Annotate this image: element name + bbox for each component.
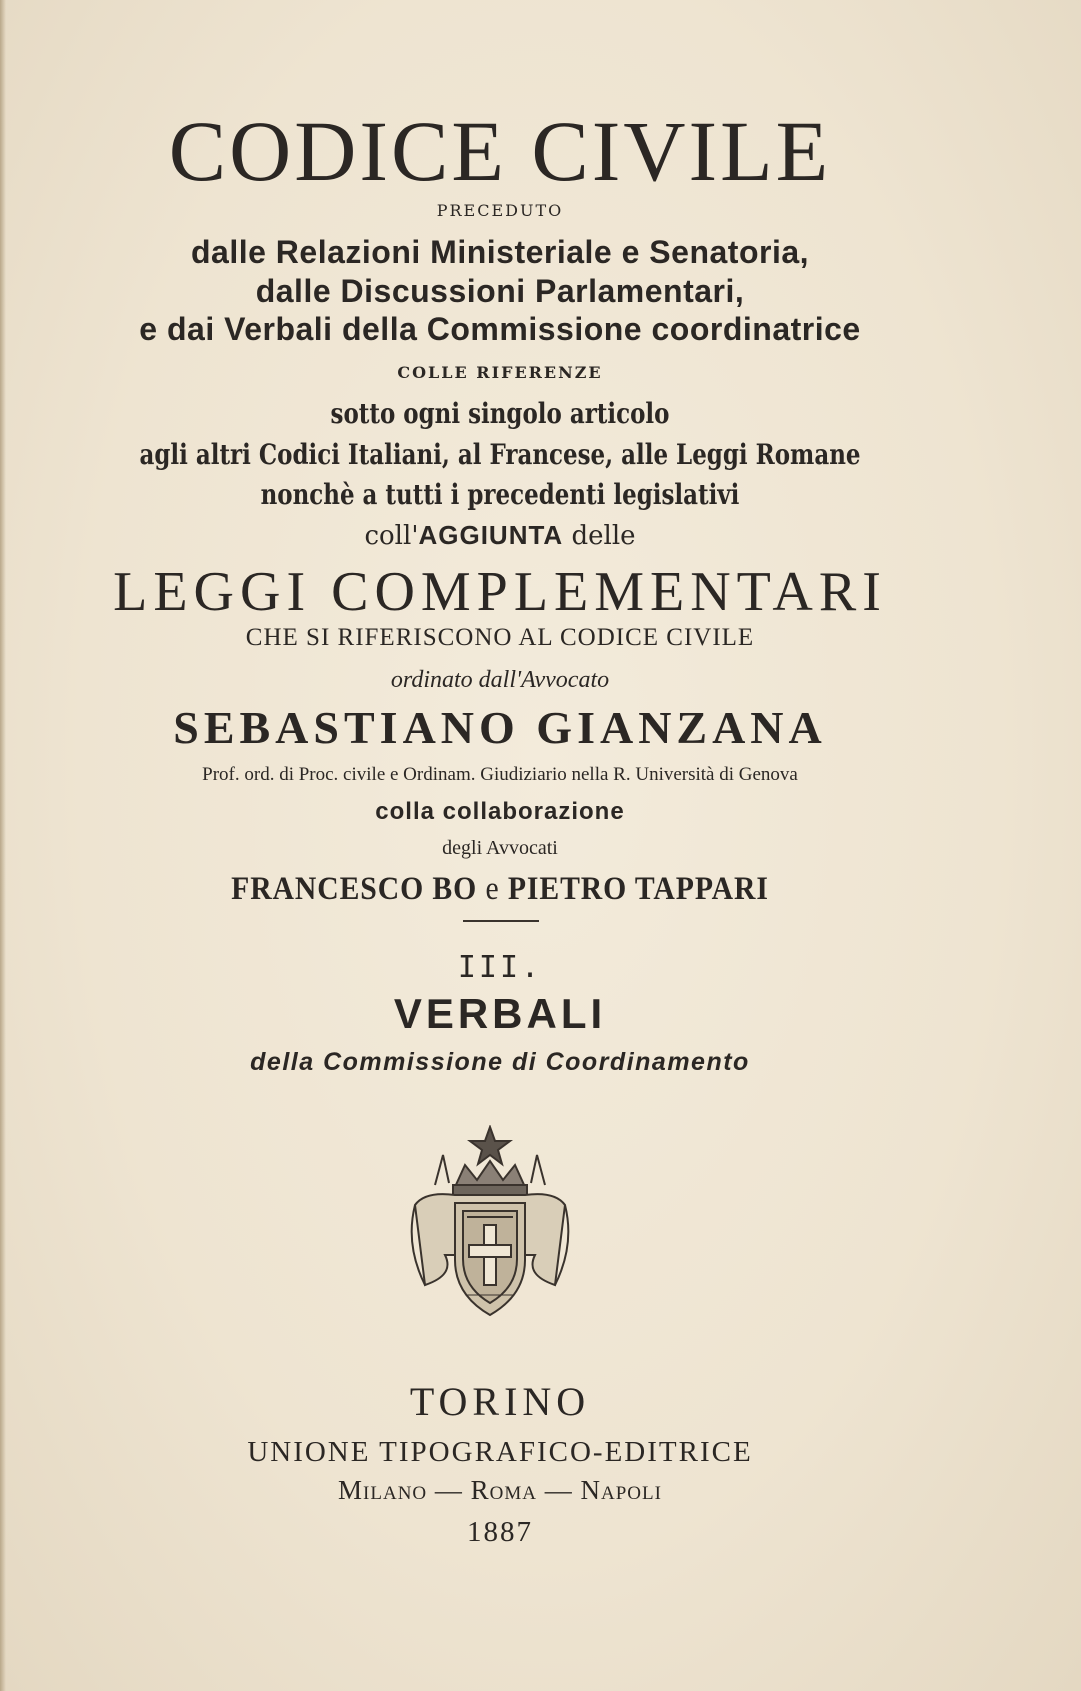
riferenze-line-3: nonchè a tutti i precedenti legislativi <box>260 478 740 511</box>
imprint-city: TORINO <box>409 1379 591 1424</box>
relazioni-line-2: dalle Discussioni Parlamentari, <box>255 273 745 309</box>
volume-number: III. <box>457 950 543 985</box>
degli-avvocati-line: degli Avvocati <box>442 837 558 859</box>
aggiunta-bold: AGGIUNTA <box>418 520 564 550</box>
author-title: Prof. ord. di Proc. civile e Ordinam. Giudiziario nella R. Università di Genova <box>202 764 798 785</box>
divider-rule <box>463 920 539 922</box>
relazioni-line-3: e dai Verbali della Commissione coordinatrice <box>139 311 861 347</box>
book-title: CODICE CIVILE <box>168 103 832 199</box>
publisher-name: UNIONE TIPOGRAFICO-EDITRICE <box>247 1436 753 1468</box>
aggiunta-post: delle <box>563 521 636 551</box>
riferenze-line-2: agli altri Codici Italiani, al Francese, alle Leggi Romane <box>139 438 861 471</box>
coauthor-second: PIETRO TAPPARI <box>507 871 769 907</box>
coat-of-arms-icon <box>405 1125 575 1325</box>
volume-subtitle: della Commissione di Coordinamento <box>250 1048 750 1076</box>
ordinato-line: ordinato dall'Avvocato <box>390 667 610 693</box>
aggiunta-pre: coll' <box>364 521 419 551</box>
preceduto-label: PRECEDUTO <box>436 201 564 220</box>
relazioni-line-1: dalle Relazioni Ministeriale e Senatoria, <box>190 234 810 270</box>
coauthor-first: FRANCESCO BO <box>231 871 478 907</box>
publisher-cities: Milano — Roma — Napoli <box>338 1475 662 1505</box>
author-name: SEBASTIANO GIANZANA <box>173 702 827 753</box>
coauthors-line <box>50 873 950 906</box>
publication-year: 1887 <box>467 1516 533 1548</box>
leggi-complementari-heading: LEGGI COMPLEMENTARI <box>113 561 887 623</box>
collaborazione-line: colla collaborazione <box>375 798 625 825</box>
coauthor-and: e <box>477 871 508 907</box>
colle-riferenze-label: COLLE RIFERENZE <box>397 363 603 382</box>
volume-title: VERBALI <box>393 990 607 1037</box>
riferenze-line-1: sotto ogni singolo articolo <box>330 397 670 430</box>
aggiunta-line <box>0 522 1000 549</box>
riferiscono-line: CHE SI RIFERISCONO AL CODICE CIVILE <box>245 624 755 651</box>
